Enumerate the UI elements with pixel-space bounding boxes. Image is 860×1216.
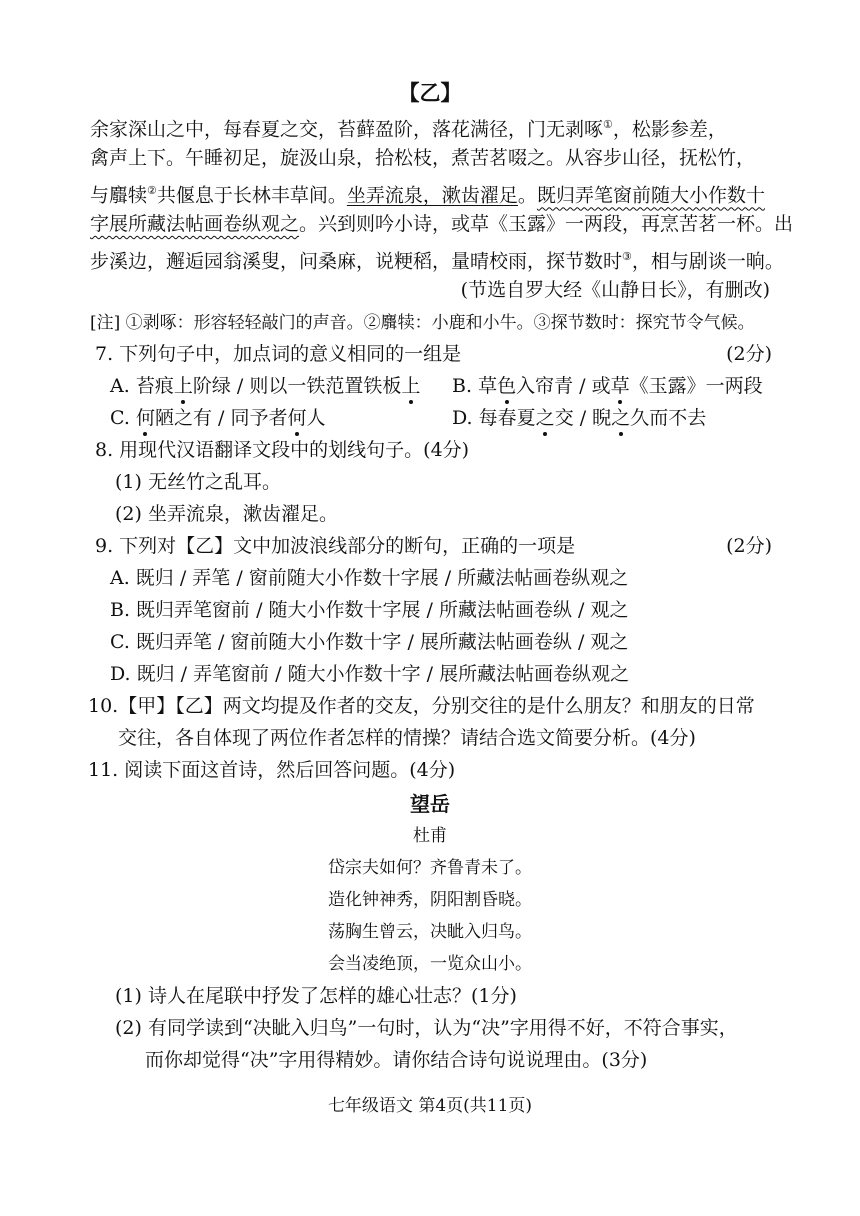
question-11-stem: 11. 阅读下面这首诗，然后回答问题。(4分): [88, 759, 456, 781]
passage-text: ，松影参差，: [612, 118, 727, 141]
question-8-item-1: (1) 无丝竹之乱耳。: [115, 471, 281, 493]
dotted-word: 色: [497, 375, 517, 397]
option-label: C.: [110, 407, 130, 429]
passage-text: 。兴到则吟小诗，或草《玉露》一两段，再烹苦茗一杯。出: [299, 213, 794, 235]
poem-line: 荡胸生曾云，决眦入归鸟。: [328, 922, 532, 942]
option-text: 苔痕: [135, 375, 174, 397]
poem-author: 杜甫: [413, 826, 447, 846]
dotted-word: 草: [610, 375, 630, 397]
question-9-stem: 9. 下列对【乙】文中加波浪线部分的断句，正确的一项是: [95, 535, 576, 557]
wavy-underlined-text: 既归弄笔窗前随大小作数十: [536, 184, 765, 207]
passage-title: 【乙】: [398, 80, 462, 105]
passage-text: 。: [517, 184, 537, 207]
option-text: 陋之有 / 同予者: [154, 407, 288, 429]
passage-line-3: [90, 178, 765, 208]
question-9-option-c: C. 既归弄笔 / 窗前随大小作数十字 / 展所藏法帖画卷纵 / 观之: [110, 631, 629, 653]
question-9-option-a: A. 既归 / 弄笔 / 窗前随大小作数十字展 / 所藏法帖画卷纵观之: [110, 567, 629, 589]
passage-text: 共偃息于长林丰草间。: [156, 184, 347, 207]
dotted-word: 何: [287, 407, 307, 429]
dotted-word: 何: [135, 407, 155, 429]
page-footer: 七年级语文 第4页(共11页): [327, 1096, 533, 1116]
question-8-stem: 8. 用现代汉语翻译文段中的划线句子。(4分): [95, 439, 470, 461]
question-8-item-2: (2) 坐弄流泉，漱齿濯足。: [115, 503, 338, 525]
passage-text: 与麛犊: [90, 184, 148, 207]
option-label: D.: [452, 407, 473, 429]
question-10-line-2: 交往，各自体现了两位作者怎样的情操？请结合选文简要分析。(4分): [118, 727, 696, 749]
passage-line-2: [90, 145, 755, 171]
option-text: 草: [478, 375, 498, 397]
question-7-option-d: [452, 405, 706, 431]
question-9-score: (2分): [726, 535, 772, 557]
wavy-underlined-text: 字展所藏法帖画卷纵观之: [90, 213, 300, 235]
underlined-sentence: 坐弄流泉，漱齿濯足: [346, 184, 518, 207]
question-7-score: (2分): [726, 343, 772, 365]
option-label: B.: [452, 375, 473, 397]
footnote-mark: ②: [147, 184, 157, 197]
dotted-word: 之: [611, 407, 631, 429]
option-text: 人: [306, 407, 326, 429]
passage-line-4: [90, 211, 793, 237]
option-text: 交 / 睨: [554, 407, 612, 429]
poem-title: 望岳: [410, 792, 450, 816]
option-text: 入帘青 / 或: [516, 375, 611, 397]
passage-text: 余家深山之中，每春夏之交，苔藓盈阶，落花满径，门无剥啄: [90, 118, 604, 141]
passage-line-5: [90, 244, 784, 274]
option-text: 阶绿 / 则以一铁范置铁板: [192, 375, 402, 397]
option-text: 每春夏: [478, 407, 536, 429]
question-7-option-a: [110, 373, 420, 399]
passage-text: 步溪边，邂逅园翁溪叟，问桑麻，说粳稻，量晴校雨，探节数时: [90, 250, 623, 273]
poem-line: 造化钟神秀，阴阳割昏晓。: [328, 890, 532, 910]
question-7-option-c: [110, 405, 325, 431]
poem-line: 岱宗夫如何？齐鲁青未了。: [328, 858, 532, 878]
question-10-line-1: 10.【甲】【乙】两文均提及作者的交友，分别交往的是什么朋友？和朋友的日常: [88, 695, 755, 717]
question-7-stem: 7. 下列句子中，加点词的意义相同的一组是: [95, 343, 462, 365]
passage-line-1: [90, 112, 727, 142]
question-11-item-2-line-1: (2) 有同学读到“决眦入归鸟”一句时，认为“决”字用得不好，不符合事实，: [115, 1017, 738, 1039]
passage-text: ，相与剧谈一晌。: [631, 250, 784, 273]
passage-text: 禽声上下。午睡初足，旋汲山泉，拾松枝，煮苦茗啜之。从容步山径，抚松竹，: [90, 147, 756, 169]
option-text: 《玉露》一两段: [629, 375, 763, 397]
question-9-option-d: D. 既归 / 弄笔窗前 / 随大小作数十字 / 展所藏法帖画卷纵观之: [110, 663, 630, 685]
footnote-mark: ①: [603, 118, 613, 131]
dotted-word: 之: [535, 407, 555, 429]
footnote-mark: ③: [622, 250, 632, 263]
dotted-word: 上: [173, 375, 193, 397]
option-text: 久而不去: [630, 407, 707, 429]
question-9-option-b: B. 既归弄笔窗前 / 随大小作数十字展 / 所藏法帖画卷纵 / 观之: [110, 599, 629, 621]
passage-notes: [注] ①剥啄：形容轻轻敲门的声音。②麛犊：小鹿和小牛。③探节数时：探究节令气候。: [90, 313, 755, 333]
question-11-item-1: (1) 诗人在尾联中抒发了怎样的雄心壮志？(1分): [115, 985, 517, 1007]
question-7-option-b: [452, 373, 763, 399]
poem-line: 会当凌绝顶，一览众山小。: [328, 954, 532, 974]
option-label: A.: [110, 375, 130, 397]
passage-source: (节选自罗大经《山静日长》，有删改): [460, 279, 770, 301]
question-11-item-2-line-2: 而你却觉得“决”字用得精妙。请你结合诗句说说理由。(3分): [145, 1049, 648, 1071]
dotted-word: 上: [401, 375, 421, 397]
